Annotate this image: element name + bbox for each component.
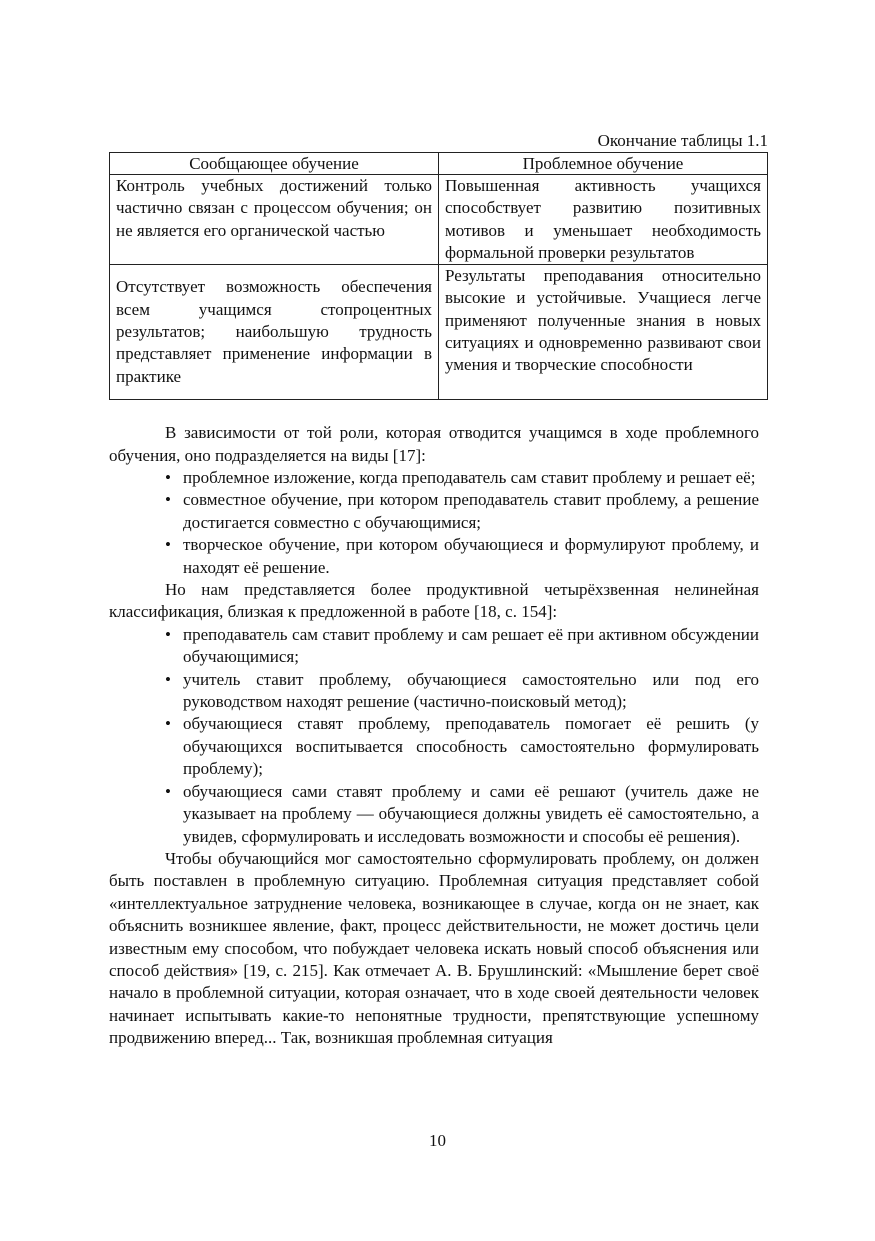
table-cell: Контроль учебных достижений только частично связан с процессом обучения; он не является его органической частью	[110, 175, 439, 265]
list-item	[109, 713, 759, 780]
list-item-text: преподаватель сам ставит проблему и сам решает её при активном обсуждении обучающимися;	[183, 624, 759, 667]
list-item-text: совместное обучение, при котором преподаватель ставит проблему, а решение достигается совместно с обучающимися;	[183, 490, 759, 532]
bullet-icon: •	[165, 468, 171, 487]
paragraph-types-intro: В зависимости от той роли, которая отводится учащимся в ходе проблемного обучения, оно подразделяется на виды [17]:	[109, 423, 759, 465]
bullet-icon: •	[165, 714, 171, 734]
bullet-list-classification	[109, 624, 759, 848]
bullet-icon: •	[165, 624, 171, 644]
table-row	[110, 265, 768, 400]
bullet-icon: •	[165, 490, 171, 510]
list-item-text: обучающиеся сами ставят проблему и сами её решают (учитель даже не указывает на проблему — обучающиеся должны увидеть её самостоятельно, а увидев, сформулировать и исследовать возможности и способы её решения).	[183, 781, 759, 846]
table-cell: Результаты преподавания относительно высокие и устойчивые. Учащиеся легче применяют полученные знания в новых ситуациях и одновременно развивают свои умения и творческие способности	[439, 265, 768, 400]
list-item	[109, 624, 759, 669]
table-header-row	[110, 153, 768, 175]
comparison-table	[109, 152, 768, 400]
page-content	[109, 130, 768, 1050]
table-cell: Отсутствует возможность обеспечения всем учащимся стопроцентных результатов; наибольшую трудность представляет применение информации в практике	[110, 265, 439, 400]
list-item-text: учитель ставит проблему, обучающиеся самостоятельно или под его руководством находят решение (частично-поисковый метод);	[183, 669, 759, 712]
list-item-text: обучающиеся ставят проблему, преподаватель помогает её решить (у обучающихся воспитывается способность самостоятельно формулировать проблему);	[183, 714, 759, 779]
bullet-icon: •	[165, 781, 171, 801]
list-item	[109, 534, 759, 579]
bullet-icon: •	[165, 669, 171, 689]
list-item	[109, 467, 759, 489]
list-item	[109, 781, 759, 848]
table-cell: Повышенная активность учащихся способствует развитию позитивных мотивов и уменьшает необходимость формальной проверки результатов	[439, 175, 768, 265]
bullet-list-types	[109, 467, 759, 579]
body-text	[109, 422, 759, 1049]
table-row	[110, 175, 768, 265]
paragraph-classification-intro: Но нам представляется более продуктивной четырёхзвенная нелинейная классификация, близкая к предложенной в работе [18, с. 154]:	[109, 580, 759, 622]
header-informing-learning: Сообщающее обучение	[110, 153, 439, 175]
header-problem-learning: Проблемное обучение	[439, 153, 768, 175]
page-number: 10	[429, 1131, 446, 1150]
list-item-text: проблемное изложение, когда преподаватель сам ставит проблему и решает её;	[183, 468, 756, 487]
list-item	[109, 669, 759, 714]
list-item	[109, 489, 759, 534]
bullet-icon: •	[165, 535, 171, 555]
table-caption: Окончание таблицы 1.1	[597, 131, 768, 150]
paragraph-problem-situation: Чтобы обучающийся мог самостоятельно сформулировать проблему, он должен быть поставлен в проблемную ситуацию. Проблемная ситуация представляет собой «интеллектуальное затруднение человека, возникающее в случае, когда он не знает, как объяснить возникшее явление, факт, процесс действительности, не может достичь цели известным ему способом, что побуждает человека искать новый способ объяснения или способ действия» [19, с. 215]. Как отмечает А. В. Брушлинский: «Мышление берет своё начало в проблемной ситуации, которая означает, что в ходе своей деятельности человек начинает испытывать какие-то непонятные трудности, препятствующие успешному продвижению вперед... Так, возникшая проблемная ситуация	[109, 848, 759, 1048]
list-item-text: творческое обучение, при котором обучающиеся и формулируют проблему, и находят её решение.	[183, 535, 759, 577]
